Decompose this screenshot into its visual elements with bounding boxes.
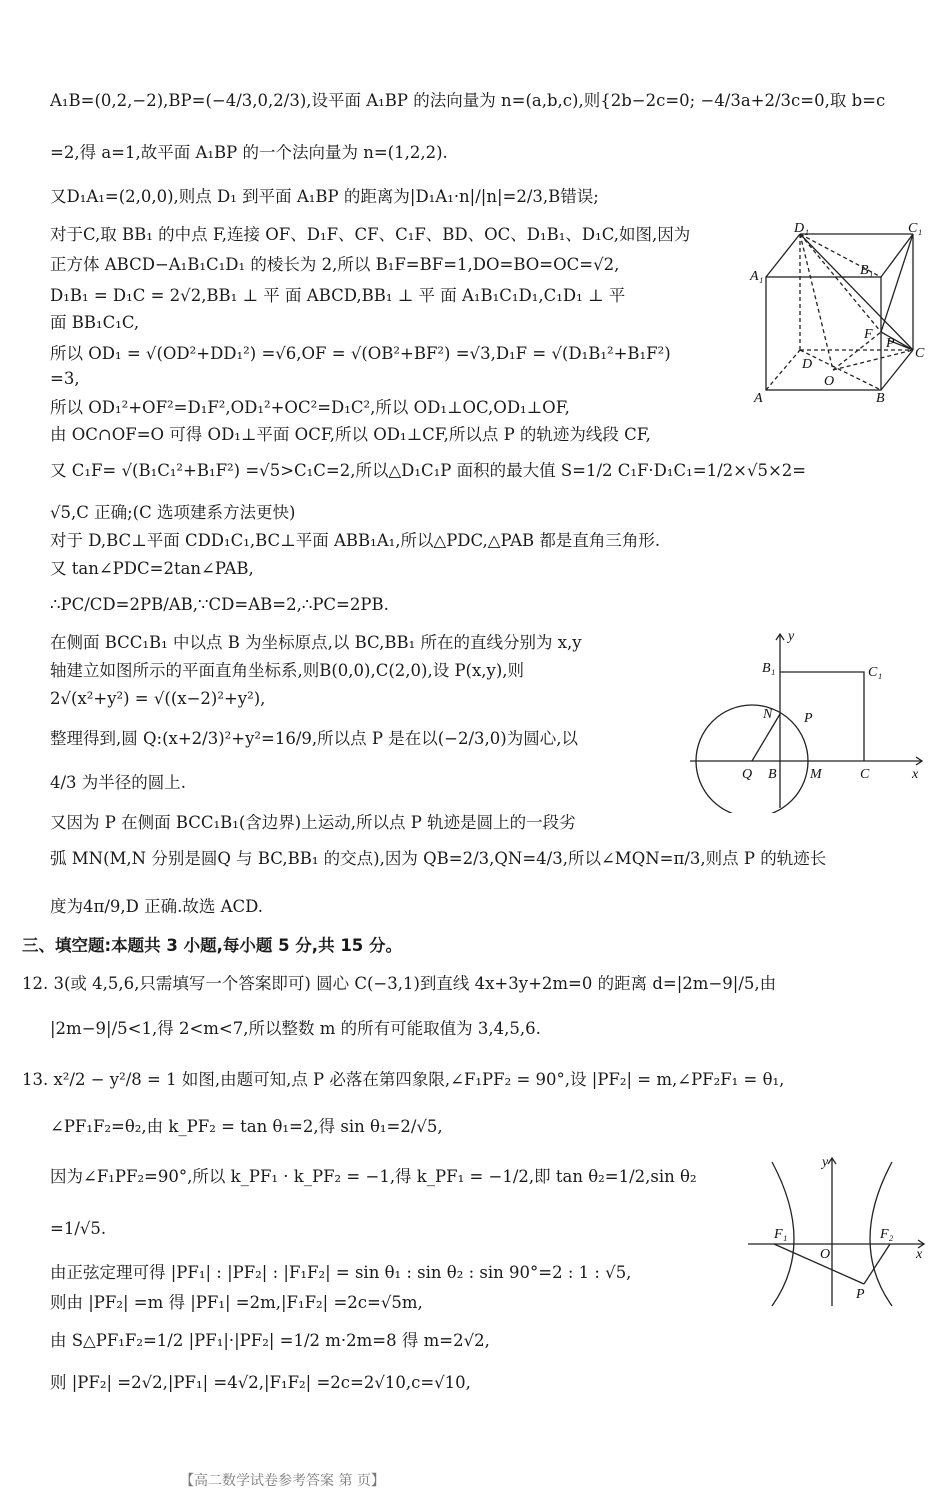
text-line: 4/3 为半径的圆上.	[50, 773, 187, 792]
text-line: 2√(x²+y²) = √((x−2)²+y²),	[50, 689, 266, 708]
label-Q: Q	[742, 767, 753, 782]
label-M: M	[810, 767, 822, 782]
section-heading: 三、填空题:本题共 3 小题,每小题 5 分,共 15 分。	[22, 936, 403, 955]
text-line: 整理得到,圆 Q:(x+2/3)²+y²=16/9,所以点 P 是在以(−2/3,0)为圆心,以	[50, 729, 578, 748]
text-line: 度为4π/9,D 正确.故选 ACD.	[50, 897, 264, 916]
text-line: 又 C₁F= √(B₁C₁²+B₁F²) =√5>C₁C=2,所以△D₁C₁P 面积的最大值 S=1/2 C₁F·D₁C₁=1/2×√5×2=	[50, 461, 807, 480]
hyperbola-figure	[744, 1152, 930, 1312]
label-x: x	[916, 1247, 923, 1262]
text-line: =1/√5.	[50, 1219, 107, 1238]
text-line: 又因为 P 在侧面 BCC₁B₁(含边界)上运动,所以点 P 轨迹是圆上的一段劣	[50, 813, 576, 832]
label-P: P	[804, 711, 813, 726]
text-line: ∴PC/CD=2PB/AB,∵CD=AB=2,∴PC=2PB.	[50, 595, 389, 614]
text-line: D₁B₁ = D₁C = 2√2,BB₁ ⊥ 平 面 ABCD,BB₁ ⊥ 平 面 A₁B₁C₁D₁,C₁D₁ ⊥ 平	[50, 286, 626, 305]
text-line: 正方体 ABCD−A₁B₁C₁D₁ 的棱长为 2,所以 B₁F=BF=1,DO=BO=OC=√2,	[50, 255, 620, 274]
label-B1: B₁	[860, 263, 874, 278]
label-F1: F₁	[774, 1227, 788, 1242]
text-line: 所以 OD₁²+OF²=D₁F²,OD₁²+OC²=D₁C²,所以 OD₁⊥OC,OD₁⊥OF,	[50, 398, 570, 417]
label-D: D	[802, 357, 813, 372]
text-line: 在侧面 BCC₁B₁ 中以点 B 为坐标原点,以 BC,BB₁ 所在的直线分别为 x,y	[50, 633, 582, 652]
label-A1: A₁	[750, 269, 764, 284]
text-line: 对于C,取 BB₁ 的中点 F,连接 OF、D₁F、CF、C₁F、BD、OC、D₁B₁、D₁C,如图,因为	[50, 225, 691, 244]
text-line: 对于 D,BC⊥平面 CDD₁C₁,BC⊥平面 ABB₁A₁,所以△PDC,△PAB 都是直角三角形.	[50, 531, 661, 550]
text-line: A₁B=(0,2,−2),BP=(−4/3,0,2/3),设平面 A₁BP 的法向量为 n=(a,b,c),则{2b−2c=0; −4/3a+2/3c=0,取 b=c	[50, 91, 886, 110]
label-O: O	[824, 374, 835, 389]
text-line: 由 OC∩OF=O 可得 OD₁⊥平面 OCF,所以 OD₁⊥CF,所以点 P 的轨迹为线段 CF,	[50, 425, 651, 444]
text-line: 面 BB₁C₁C,	[50, 313, 140, 332]
label-B1: B₁	[762, 661, 776, 676]
label-x: x	[912, 767, 919, 782]
text-line: √5,C 正确;(C 选项建系方法更快)	[50, 503, 296, 522]
label-C: C	[915, 346, 925, 361]
label-B: B	[876, 391, 885, 406]
text-line: 因为∠F₁PF₂=90°,所以 k_PF₁ · k_PF₂ = −1,得 k_PF₁ = −1/2,即 tan θ₂=1/2,sin θ₂	[50, 1167, 697, 1186]
page-footer: 【高二数学试卷参考答案 第 页】	[180, 1473, 385, 1489]
label-C1: C₁	[868, 665, 883, 680]
text-line: ∠PF₁F₂=θ₂,由 k_PF₂ = tan θ₁=2,得 sin θ₁=2/√5,	[50, 1117, 443, 1136]
text-line: 由 S△PF₁F₂=1/2 |PF₁|·|PF₂| =1/2 m·2m=8 得 m=2√2,	[50, 1331, 490, 1350]
label-F: F	[864, 327, 873, 342]
label-P: P	[886, 336, 895, 351]
text-line: |2m−9|/5<1,得 2<m<7,所以整数 m 的所有可能取值为 3,4,5,6.	[50, 1019, 541, 1038]
label-C1: C₁	[908, 222, 923, 236]
label-B: B	[768, 767, 777, 782]
text-line: 又D₁A₁=(2,0,0),则点 D₁ 到平面 A₁BP 的距离为|D₁A₁·n|/|n|=2/3,B错误;	[50, 187, 599, 206]
text-line: 则由 |PF₂| =m 得 |PF₁| =2m,|F₁F₂| =2c=√5m,	[50, 1293, 423, 1312]
label-O: O	[820, 1247, 831, 1262]
text-line: 弧 MN(M,N 分别是圆Q 与 BC,BB₁ 的交点),因为 QB=2/3,QN=4/3,所以∠MQN=π/3,则点 P 的轨迹长	[50, 849, 827, 868]
text-line: 则 |PF₂| =2√2,|PF₁| =4√2,|F₁F₂| =2c=2√10,c=√10,	[50, 1373, 471, 1392]
text-line: =2,得 a=1,故平面 A₁BP 的一个法向量为 n=(1,2,2).	[50, 143, 448, 162]
label-y: y	[822, 1155, 829, 1170]
label-N: N	[763, 707, 773, 722]
plane-coordinate-figure	[690, 628, 930, 813]
text-line: 12. 3(或 4,5,6,只需填写一个答案即可) 圆心 C(−3,1)到直线 4x+3y+2m=0 的距离 d=|2m−9|/5,由	[22, 974, 777, 993]
label-y: y	[788, 629, 795, 644]
label-F2: F₂	[880, 1227, 894, 1242]
text-line: 又 tan∠PDC=2tan∠PAB,	[50, 559, 254, 578]
text-line: 所以 OD₁ = √(OD²+DD₁²) =√6,OF = √(OB²+BF²) =√3,D₁F = √(D₁B₁²+B₁F²)	[50, 344, 671, 363]
label-P: P	[856, 1287, 865, 1302]
text-line: =3,	[50, 369, 80, 388]
label-A: A	[754, 391, 763, 406]
label-D1: D₁	[794, 222, 809, 236]
label-C: C	[860, 767, 870, 782]
text-line: 13. x²/2 − y²/8 = 1 如图,由题可知,点 P 必落在第四象限,∠F₁PF₂ = 90°,设 |PF₂| = m,∠PF₂F₁ = θ₁,	[22, 1070, 785, 1089]
text-line: 由正弦定理可得 |PF₁| : |PF₂| : |F₁F₂| = sin θ₁ : sin θ₂ : sin 90°=2 : 1 : √5,	[50, 1263, 632, 1282]
cube-figure	[748, 222, 930, 412]
text-line: 轴建立如图所示的平面直角坐标系,则B(0,0),C(2,0),设 P(x,y),则	[50, 661, 525, 680]
